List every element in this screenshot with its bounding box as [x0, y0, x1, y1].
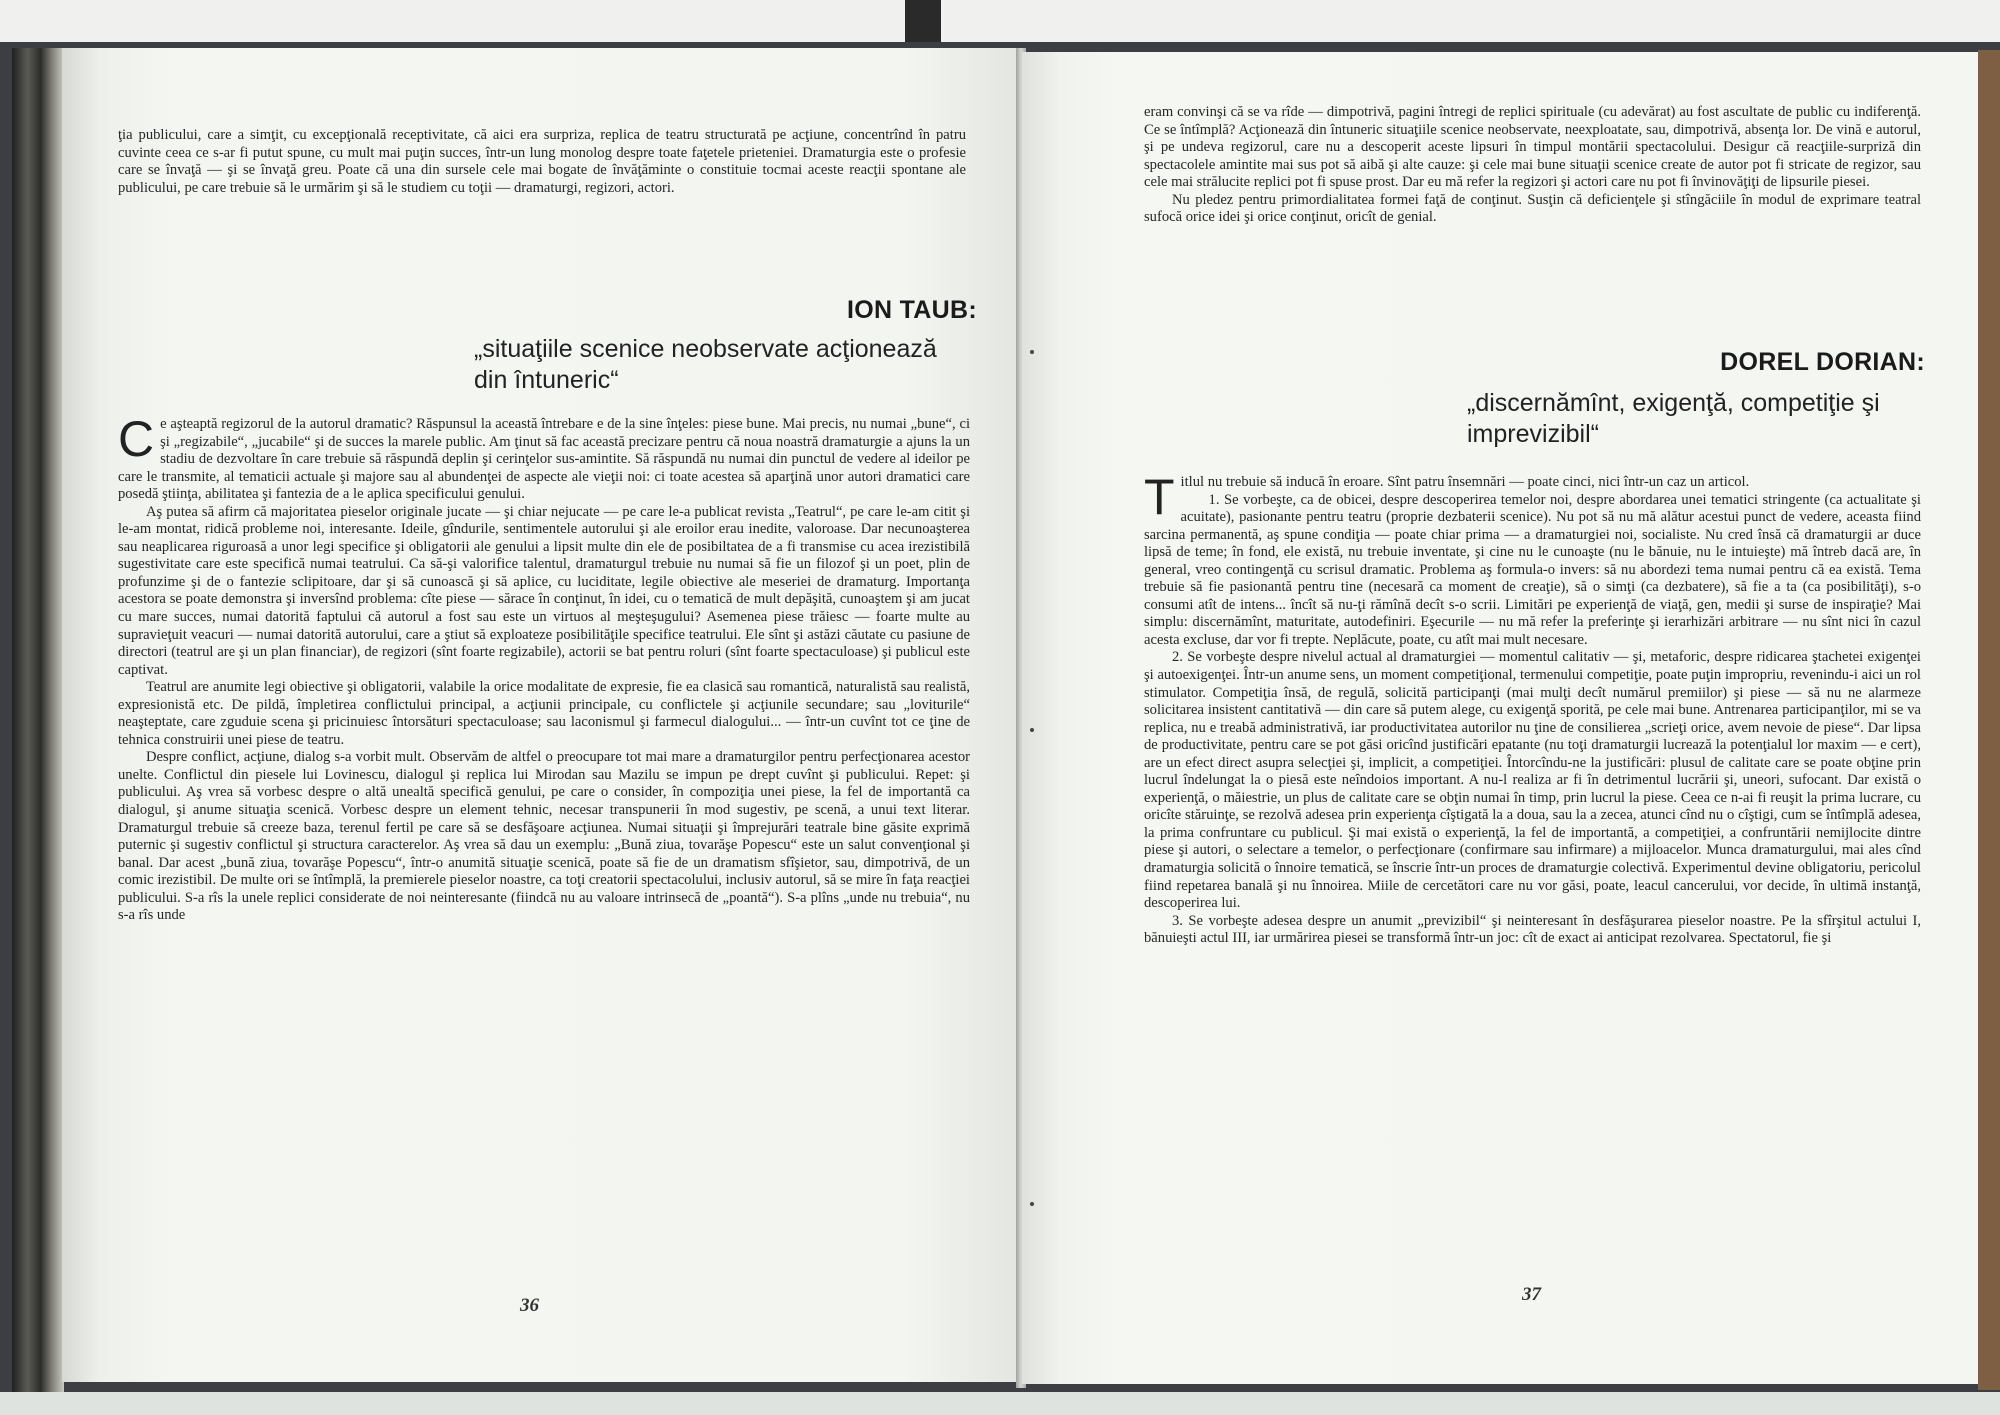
left-paragraph-4: Despre conflict, acţiune, dialog s-a vorbit mult. Observăm de altfel o preocupare tot mai mare a dramaturgilor pentru perfecţionarea acestor unelte. Conflictul din piesele lui Lovinescu, dialogul şi replica lui Mirodan sau Mazilu se impun pe drept cuvînt şi publicului. Repet: şi publicului. Aş vrea să vorbesc despre o altă unealtă specifică genului, pe care o consider, în compoziţia unei piese, la fel de importantă ca dialogul, şi anume situaţia scenică. Vorbesc despre un element tehnic, necesar transpunerii în mod sugestiv, pe scenă, a unui text literar. Dramaturgul trebuie să creeze baza, terenul fertil pe care să se desfăşoare acţiunea. Numai situaţii şi împrejurări teatrale bine găsite exprimă puternic şi sugestiv conflictul şi structura caracterelor. Aş vrea să dau un exemplu: „Bună ziua, tovarăşe Popescu“ este un salut convenţional şi banal. Dar acest „bună ziua, tovarăşe Popescu“, într-o anumită situaţie scenică, poate să fie de un dramatism sfîşietor, sau, dimpotrivă, de un comic irezistibil. De multe ori se întîmplă, la premierele pieselor noastre, ca toţi creatorii spectacolului, inclusiv autorul, să se mire în faţa reacţiei publicului. S-a rîs la unele replici considerate de noi neinteresante (fiindcă nu au valoare intrinsecă de „poantă“). S-a plîns „unde nu trebuia“, nu s-a rîs unde: [118, 749, 970, 924]
scan-background-top: [0, 0, 2000, 48]
binding-mark: [1030, 350, 1034, 354]
left-intro-text: [118, 127, 966, 197]
left-paragraph-1: Ce aşteaptă regizorul de la autorul dramatic? Răspunsul la această întrebare e de la sine înţeles: piese bune. Mai precis, nu numai „bune“, ci şi „regizabile“, „jucabile“ şi de succes la marele public. Am ţinut să fac această precizare pentru că noua noastră dramaturgie a ajuns la un stadiu de dezvoltare în care trebuie să răspundă deplin şi cerinţelor sus-amintite. Să răspundă nu numai din punctul de vedere al ideilor pe care le transmite, al tematicii actuale şi majore sau al abundenţei de aspecte ale vieţii noi: ci toate acestea să aparţină unor autori dramatici care posedă ştiinţa, abilitatea şi fantezia de a le aplica specificului genului.: [118, 411, 970, 503]
right-intro-text: [1144, 104, 1921, 227]
left-page: [62, 48, 1020, 1382]
right-page: [1022, 52, 1978, 1384]
right-intro-paragraph-2: Nu pledez pentru primordialitatea formei faţă de conţinut. Susţin că deficienţele şi stîngăciile în modul de exprimare teatral sufocă orice idei şi orice conţinut, oricît de genial.: [1144, 191, 1921, 226]
section-subtitle-right: „discernămînt, exigenţă, competiţie şi imprevizibil“: [1467, 389, 1880, 448]
left-intro-paragraph: ţia publicului, care a simţit, cu excepţională receptivitate, că aici era surpriza, replica de teatru structurată pe acţiune, concentrînd în patru cuvinte ceea ce s-ar fi putut spune, cu mult mai puţin succes, într-un lung monolog despre toate faţetele prieteniei. Dramaturgia este o profesie care se învaţă — şi se învaţă greu. Poate că una din sursele cele mai bogate de învăţăminte o constituie tocmai aceste reacţii spontane ale publicului, pe care trebuie să le urmărim şi să le studiem cu toţii — dramaturgi, regizori, actori.: [118, 127, 966, 196]
right-intro-paragraph: eram convinşi că se va rîde — dimpotrivă, pagini întregi de replici spirituale (cu adevărat) au fost ascultate de public cu indiferenţă. Ce se întîmplă? Acţionează din întuneric situaţiile scenice neobservate, neexploatate, sau, dimpotrivă, absenţa lor. De vină e autorul, şi pe undeva regizorul, care nu a descoperit aceste lipsuri în timpul montării spectacolului. Desigur că reacţiile-surpriză din spectacolele amintite mai sus pot să aibă şi alte cauze: şi cele mai bune situaţii scenice create de autor pot fi stricate de regizor, sau cele mai strălucite replici pot fi spuse prost. Dar eu mă refer la regizori şi actori care nu pot fi învinovăţiţi de lipsurile piesei.: [1144, 104, 1921, 191]
dropcap-t: T: [1144, 469, 1175, 525]
right-paragraph-4: 3. Se vorbeşte adesea despre un anumit „previzibil“ şi neinteresant în desfăşurarea pieselor noastre. Pe la sfîrşitul actului I, bănuieşti actul III, iar urmărirea piesei se transformă într-un joc: cît de exact ai anticipat rezolvarea. Spectatorul, fie şi: [1144, 912, 1921, 947]
right-paragraph-1: Titlul nu trebuie să inducă în eroare. Sînt patru însemnări — poate cinci, nici într-un caz un articol.: [1144, 469, 1750, 525]
page-number-left: 36: [520, 1295, 539, 1316]
binding-mark: [1030, 1202, 1034, 1206]
binding-mark: [1030, 728, 1034, 732]
page-number-right: 37: [1522, 1284, 1541, 1305]
left-paragraph-2: Aş putea să afirm că majoritatea pieselor originale jucate — şi chiar nejucate — pe care le-a publicat revista „Teatrul“, pe care le-am citit şi le-am montat, ridică probleme noi, interesante. Ideile, gîndurile, sentimentele autorului şi ale eroilor erau inedite, valoroase. Dar necunoaşterea sau neaplicarea riguroasă a unor legi specifice şi obligatorii ale genului a lipsit multe din ele de posibiltatea de a fi transmise cu acea irezistibilă sugestivitate care este specifică numai teatrului. Ca să-şi valorifice talentul, dramaturgul trebuie nu numai să fie un filozof şi un poet, plin de profunzime şi de o fantezie sclipitoare, dar şi să cunoască şi să aplice, cu luciditate, legile obiective ale meseriei de dramaturg. Importanţa acestora se poate demonstra şi inversînd problema: cîte piese — sărace în conţinut, în idei, cu o tematică de mult depăşită, cunoaştem şi am jucat cu mare succes, numai datorită faptului că autorul a fost sau este un virtuos al meşteşugului? Asemenea piese trăiesc — foarte multe au supravieţuit veacuri — numai datorită autorului, care a ştiut să exploateze posibilităţile specifice teatrului. Ele sînt şi astăzi căutate cu pasiune de directori (teatrul are şi un plan financiar), de regizori (sînt foarte regizabile), actorii se bat pentru roluri (sînt foarte spectaculoase) şi publicul este captivat.: [118, 503, 970, 678]
dropcap-c: C: [118, 411, 155, 467]
right-main-text: [1144, 469, 1921, 948]
author-name-ion-taub: ION TAUB:: [847, 296, 977, 324]
author-name-dorel-dorian: DOREL DORIAN:: [1720, 348, 1925, 376]
book-right-edge: [1978, 50, 2000, 1390]
right-paragraph-2: 1. Se vorbeşte, ca de obicei, despre descoperirea temelor noi, despre abordarea unei tematici stringente (ca actualitate şi acuitate), pasionante pentru teatru (proprie dezbaterii scenice). Nu pot să nu mă alătur acestui punct de vedere, aceasta fiind sarcina permanentă, aş spune condiţia — poate chiar prima — a dramaturgiei noi, socialiste. Nu cred însă că dramaturgii ar duce lipsă de teme; în fond, ele există, nu trebuie inventate, şi cine nu le cunoaşte (nu le bănuie, nu le intuieşte) mă întreb dacă are, în general, vreo contingenţă cu scrisul dramatic. Problema aş formula-o invers: să nu abordezi tema numai pentru că ea există. Tema trebuie să fie pasionantă pentru tine (necesară ca moment de creaţie), să o simţi (ca dezbatere), să fie a ta (ca posibilităţi), s-o consumi atît de intens... încît să nu-ţi rămînă decît s-o scrii. Limitări pe experienţă de viaţă, gen, medii şi surse de inspiraţie? Mai simplu: discernămînt, maturitate, autodefiniri. Eşecurile — nu mă refer la preferinţe şi ierarhizări arbitrare — nu sînt nici în cazul acesta excluse, dar vor fi trepte. Neplăcute, poate, cu atît mai mult necesare.: [1144, 491, 1921, 648]
left-paragraph-3: Teatrul are anumite legi obiective şi obligatorii, valabile la orice modalitate de expresie, fie ea clasică sau romantică, naturalistă sau realistă, expresionistă etc. De pildă, împletirea conflictului principal, a acţiunii principale, cu conflictele şi acţiunile secundare; sau „loviturile“ neaşteptate, care zguduie scena şi pricinuiesc întorsături spectaculoase; sau laconismul şi farmecul dialogului... — într-un cuvînt tot ce ţine de tehnica construirii unei piese de teatru.: [118, 679, 970, 748]
book-left-binding: [12, 48, 64, 1392]
left-main-text: [118, 411, 970, 925]
right-paragraph-3: 2. Se vorbeşte despre nivelul actual al dramaturgiei — momentul calitativ — şi, metaforic, despre ridicarea ştachetei exigenţei şi autoexigenţei. Într-un anume sens, un moment competiţional, termenului competiţie, poate puţin impropriu, revenindu-i aici un rol stimulator. Competiţia însă, de regulă, solicită participanţi (mai mulţi decît numărul premiilor) şi piese — să nu ne alarmeze solicitarea insistent cantitativă — din care să putem alege, cu exigenţă sporită, pe cele mai bune. Antrenarea participanţilor, mi se va replica, nu e treabă administrativă, iar productivitatea autorilor nu ţine de consilierea „scrieţi orice, avem nevoie de piese“. Dar lipsa de productivitate, pentru care se pot găsi oricînd justificări epatante (nu toţi dramaturgii lucrează la potenţialul lor maxim — e cert), are un efect direct asupra selecţiei şi, implicit, a competiţiei. Întorcîndu-ne la justificări: plusul de calitate care se poate obţine prin lucrul îndelungat la o piesă este neîndoios important. A nu-l realiza ar fi în detrimentul lucrării şi, uneori, sufocant. Dar există o experienţă, o măiestrie, un plus de calitate care se obţin numai în timp, prin lucrul la piese. Ceea ce n-ai fi reuşit la prima lucrare, cu oricîte stăruinţe, se rezolvă adesea prin experienţa cîştigată la a doua, sau la a zecea, atunci cînd nu o cîştigi, cum se întîmplă adesea, la prima confruntare cu publicul. Şi mai există o experienţă, la fel de importantă, a competiţiei, a confruntării nemijlocite dintre piese şi autori, o selectare a temelor, o perfecţionare (confirmare sau infirmare) a mijloacelor. Munca dramaturgului, mai ales cînd dramaturgia solicită o înnoire tematică, se înscrie într-un proces de dramaturgie colectivă. Experimentul devine obligatoriu, pericolul fiind repetarea banală şi nu înnoirea. Miile de cercetători care nu vor găsi, poate, leacul cancerului, vor decide, în ultimă instanţă, descoperirea lui.: [1144, 649, 1921, 912]
section-subtitle-left: „situaţiile scenice neobservate acţionează din întuneric“: [474, 335, 937, 394]
